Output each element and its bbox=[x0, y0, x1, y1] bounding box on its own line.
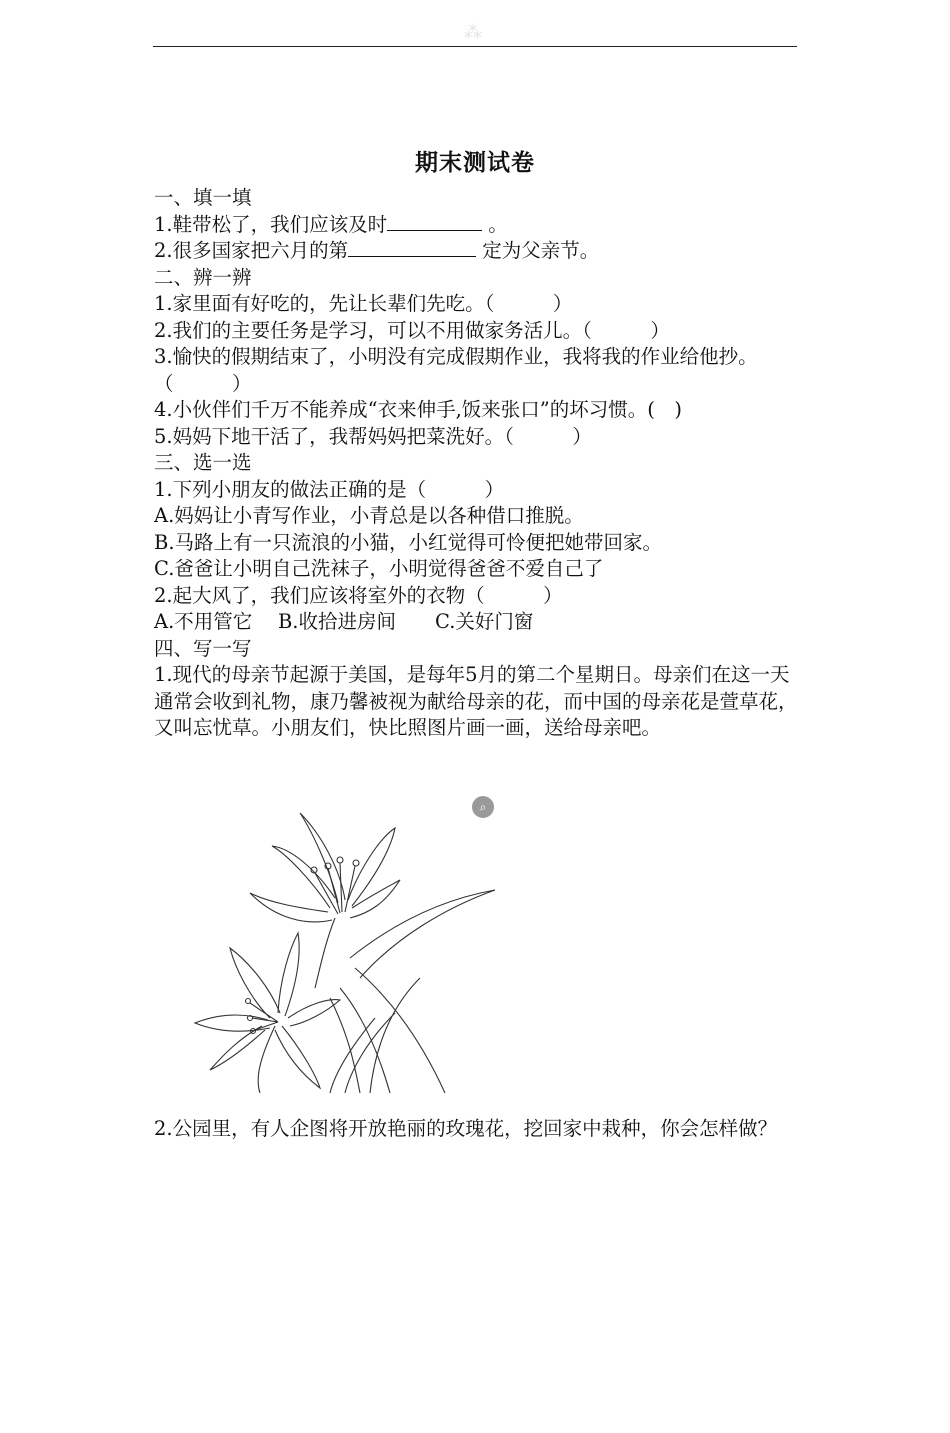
choice-option: C.爸爸让小明自己洗袜子，小明觉得爸爸不爱自己了 bbox=[154, 557, 604, 580]
judge-item: 5.妈妈下地干活了，我帮妈妈把菜洗好。（ ） bbox=[154, 424, 592, 448]
judge-item: 2.我们的主要任务是学习，可以不用做家务活儿。（ ） bbox=[154, 318, 670, 342]
choice-option: A.妈妈让小青写作业，小青总是以各种借口推脱。 bbox=[154, 504, 584, 527]
write-question-2: 2.公园里，有人企图将开放艳丽的玫瑰花，挖回家中栽种，你会怎样做？ bbox=[154, 1117, 778, 1140]
choice-options-row: A.不用管它 B.收拾进房间 C.关好门窗 bbox=[154, 610, 534, 633]
choice-option: B.马路上有一只流浪的小猫，小红觉得可怜便把她带回家。 bbox=[154, 530, 663, 554]
answer-blank[interactable] bbox=[348, 238, 476, 257]
answer-blank[interactable] bbox=[387, 212, 482, 231]
choice-question: 1.下列小朋友的做法正确的是（ ） bbox=[154, 477, 505, 501]
choice-question: 2.起大风了，我们应该将室外的衣物（ ） bbox=[154, 583, 563, 607]
section1-heading: 一、填一填 bbox=[154, 186, 252, 209]
exam-content bbox=[154, 185, 800, 742]
section1-q2: 2.很多国家把六月的第 定为父亲节。 bbox=[154, 239, 600, 262]
page-title: 期末测试卷 bbox=[415, 150, 535, 176]
section1-q1: 1.鞋带松了，我们应该及时 。 bbox=[154, 212, 508, 236]
header-rule bbox=[153, 46, 797, 47]
judge-item: 1.家里面有好吃的，先让长辈们先吃。（ ） bbox=[154, 292, 573, 315]
section3-heading: 三、选一选 bbox=[154, 451, 252, 474]
judge-item: 3.愉快的假期结束了，小明没有完成假期作业，我将我的作业给他抄。（ ） bbox=[154, 345, 758, 395]
judge-item: 4.小伙伴们千万不能养成“衣来伸手,饭来张口”的坏习惯。( ) bbox=[154, 398, 682, 421]
lily-flower-illustration bbox=[190, 808, 510, 1094]
magnify-icon[interactable]: ⌕ bbox=[472, 796, 494, 818]
section4-heading: 四、写一写 bbox=[154, 636, 252, 660]
section2-heading: 二、辨一辨 bbox=[154, 265, 252, 289]
write-question-1: 1.现代的母亲节起源于美国，是每年5月的第二个星期日。母亲们在这一天通常会收到礼物，康乃馨被视为献给母亲的花，而中国的母亲花是萱草花，又叫忘忧草。小朋友们，快比照图片画一画，送给母亲吧。 bbox=[154, 663, 798, 739]
watermark-icon: ⁂ bbox=[464, 22, 482, 43]
